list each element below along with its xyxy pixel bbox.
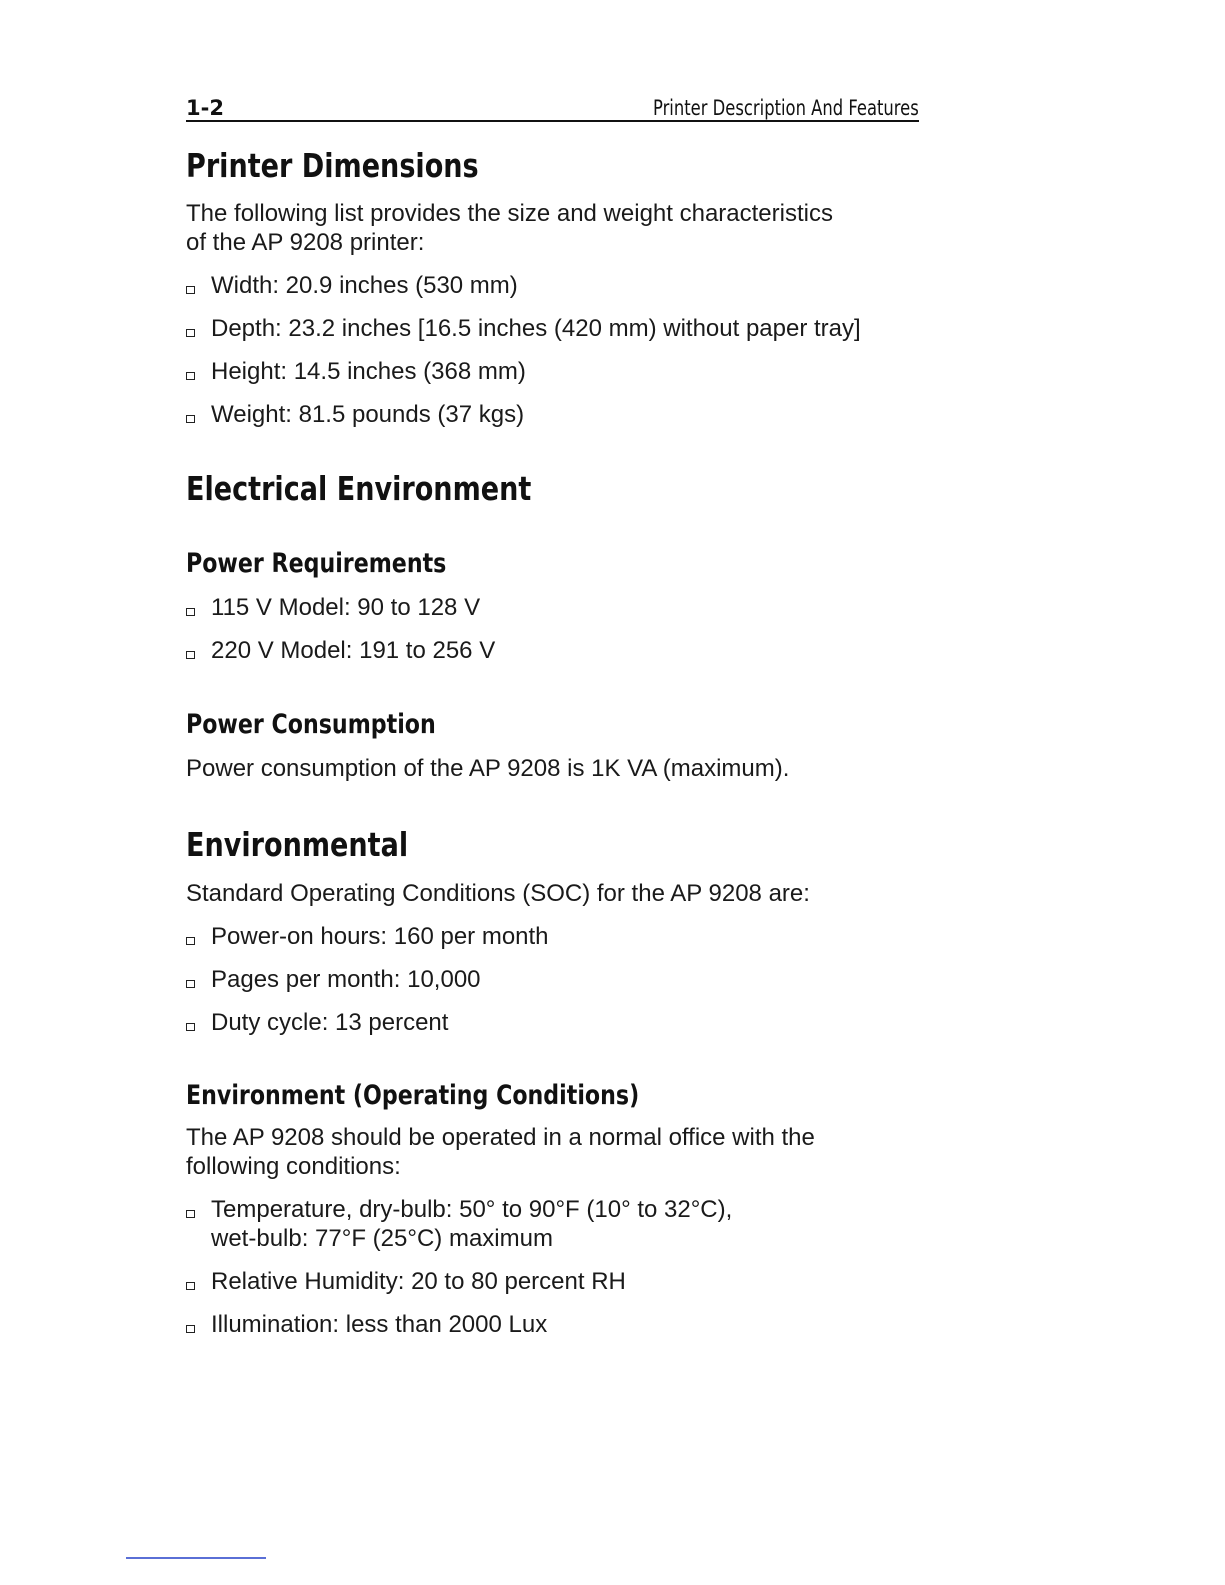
list-item: Power-on hours: 160 per month	[186, 922, 919, 951]
list-item: 115 V Model: 90 to 128 V	[186, 593, 919, 622]
running-header	[186, 88, 919, 122]
list-item: Pages per month: 10,000	[186, 965, 919, 994]
operating-conditions-list	[186, 1195, 919, 1339]
operating-intro-line-1: The AP 9208 should be operated in a normal office with the	[186, 1124, 815, 1151]
section-printer-dimensions	[186, 146, 919, 429]
page-number: 1-2	[186, 96, 224, 120]
dimensions-intro-line-2: of the AP 9208 printer:	[186, 229, 425, 256]
checkbox-bullet-icon	[186, 286, 195, 294]
checkbox-bullet-icon	[186, 1282, 195, 1290]
subsection-power-requirements	[186, 547, 919, 665]
checkbox-bullet-icon	[186, 980, 195, 988]
list-item: Relative Humidity: 20 to 80 percent RH	[186, 1267, 919, 1296]
list-item: Weight: 81.5 pounds (37 kgs)	[186, 400, 919, 429]
list-item: Depth: 23.2 inches [16.5 inches (420 mm) without paper tray]	[186, 314, 919, 343]
environmental-list	[186, 922, 919, 1037]
operating-intro-line-2: following conditions:	[186, 1153, 401, 1180]
list-item: 220 V Model: 191 to 256 V	[186, 636, 919, 665]
heading-electrical-environment: Electrical Environment	[186, 469, 532, 508]
environmental-intro: Standard Operating Conditions (SOC) for the AP 9208 are:	[186, 880, 810, 907]
checkbox-bullet-icon	[186, 415, 195, 423]
list-item: Illumination: less than 2000 Lux	[186, 1310, 919, 1339]
subsection-power-consumption	[186, 708, 919, 783]
checkbox-bullet-icon	[186, 329, 195, 337]
dimensions-list	[186, 271, 919, 429]
section-operating-conditions	[186, 1079, 919, 1339]
dimensions-intro-line-1: The following list provides the size and weight characteristics	[186, 200, 833, 227]
document-page	[186, 88, 919, 1339]
power-requirements-list	[186, 593, 919, 665]
running-title: Printer Description And Features	[653, 96, 919, 120]
checkbox-bullet-icon	[186, 372, 195, 380]
heading-printer-dimensions: Printer Dimensions	[186, 146, 479, 185]
heading-power-consumption: Power Consumption	[186, 709, 436, 740]
list-item: Duty cycle: 13 percent	[186, 1008, 919, 1037]
list-item: Width: 20.9 inches (530 mm)	[186, 271, 919, 300]
power-consumption-text: Power consumption of the AP 9208 is 1K VA (maximum).	[186, 755, 790, 782]
checkbox-bullet-icon	[186, 1325, 195, 1333]
section-environmental	[186, 825, 919, 1037]
section-electrical-environment	[186, 469, 919, 783]
list-item: Temperature, dry-bulb: 50° to 90°F (10° to 32°C), wet-bulb: 77°F (25°C) maximum	[186, 1195, 919, 1253]
checkbox-bullet-icon	[186, 937, 195, 945]
heading-operating-conditions: Environment (Operating Conditions)	[186, 1080, 640, 1111]
checkbox-bullet-icon	[186, 651, 195, 659]
footer-rule	[126, 1557, 266, 1559]
checkbox-bullet-icon	[186, 1210, 195, 1218]
list-item: Height: 14.5 inches (368 mm)	[186, 357, 919, 386]
heading-power-requirements: Power Requirements	[186, 548, 447, 579]
checkbox-bullet-icon	[186, 1023, 195, 1031]
heading-environmental: Environmental	[186, 825, 409, 864]
checkbox-bullet-icon	[186, 608, 195, 616]
